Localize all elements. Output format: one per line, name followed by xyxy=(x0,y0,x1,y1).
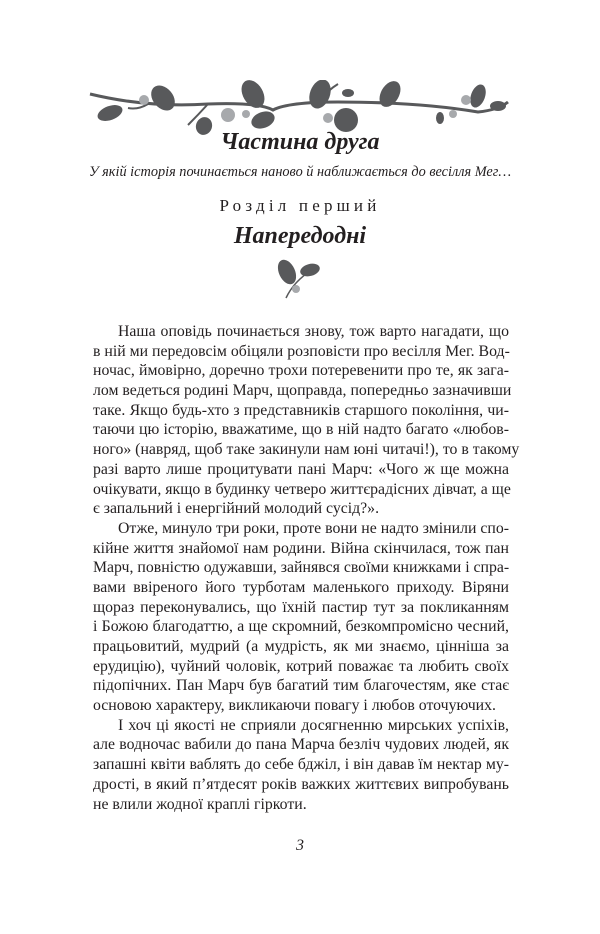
chapter-number: Розділ перший xyxy=(219,196,381,215)
text-line: І хоч ці якості не сприяли досягненню мирських успіхів, xyxy=(118,716,509,734)
text-line: Марч, повністю одужавши, зайнявся своїми книжками і спра- xyxy=(93,559,510,577)
text-line: Наша оповідь починається знову, тож варто нагадати, що xyxy=(118,323,509,340)
part-subtitle: У якій історія починається наново й наближається до весілля Мег… xyxy=(88,164,512,180)
text-line: працьовитий, мудрий (а мудрість, як ми знаємо, цінніша за xyxy=(93,638,509,655)
text-line: щораз переконувались, що їхній пастир тут за покликанням xyxy=(93,598,509,616)
text-line: запашні квіти ваблять до себе бджіл, і він давав їм нектар му- xyxy=(93,756,509,774)
leaf-ornament xyxy=(272,256,322,300)
page-number: 3 xyxy=(296,837,304,854)
text-line: лом ведеться родині Марч, щоправда, попередньо зазначивши xyxy=(93,382,512,400)
text-line: але водночас вабили до пана Марча безліч чудових людей, як xyxy=(93,736,509,754)
text-line: дрості, в який п’ятдесят років важких життєвих випробувань xyxy=(93,775,509,793)
text-line: ного» (навряд, щоб таке закинули нам юні читачі!), то в такому xyxy=(93,441,520,459)
part-title: Частина друга xyxy=(220,129,380,155)
text-line: Отже, минуло три роки, проте вони не надто змінили спо- xyxy=(118,519,509,537)
text-line: вами ввіреного його турботам маленького приходу. Віряни xyxy=(93,578,509,596)
text-line: і Божою благодаттю, а ще скромний, безкомпромісно чесний, xyxy=(93,618,509,636)
text-line: очікувати, якщо в будинку четверо життєрадісних дівчат, а ще xyxy=(93,480,511,498)
text-line: в ній ми передовсім обіцяли розповісти про весілля Мег. Вод- xyxy=(93,342,510,360)
text-line: разі варто лише процитувати пані Марч: «Чого ж ще можна xyxy=(93,460,509,478)
text-line: таке. Якщо будь-хто з представників старшого покоління, чи- xyxy=(93,401,509,419)
text-line: ерудицію), чуйний чоловік, котрий поважає та любить своїх xyxy=(93,657,509,675)
text-line: кійне життя знайомої нам родини. Війна скінчилася, тож пан xyxy=(93,539,509,557)
text-line: є запальний і енергійний молодий сусід?». xyxy=(93,500,380,518)
body-text xyxy=(93,322,520,814)
text-line: ночас, ймовірно, доречно трохи потеревенити про те, як зага- xyxy=(93,362,509,380)
text-line: не влили жодної краплі гіркоти. xyxy=(93,795,307,813)
text-line: таючи цю історію, вважатиме, що в ній надто багато «любов- xyxy=(93,421,509,439)
text-line: підопічних. Пан Марч був багатий тим благочестям, яке стає xyxy=(93,677,509,695)
chapter-title: Напередодні xyxy=(233,223,367,249)
text-line: основою характеру, викликаючи повагу і любов оточуючих. xyxy=(93,697,496,715)
